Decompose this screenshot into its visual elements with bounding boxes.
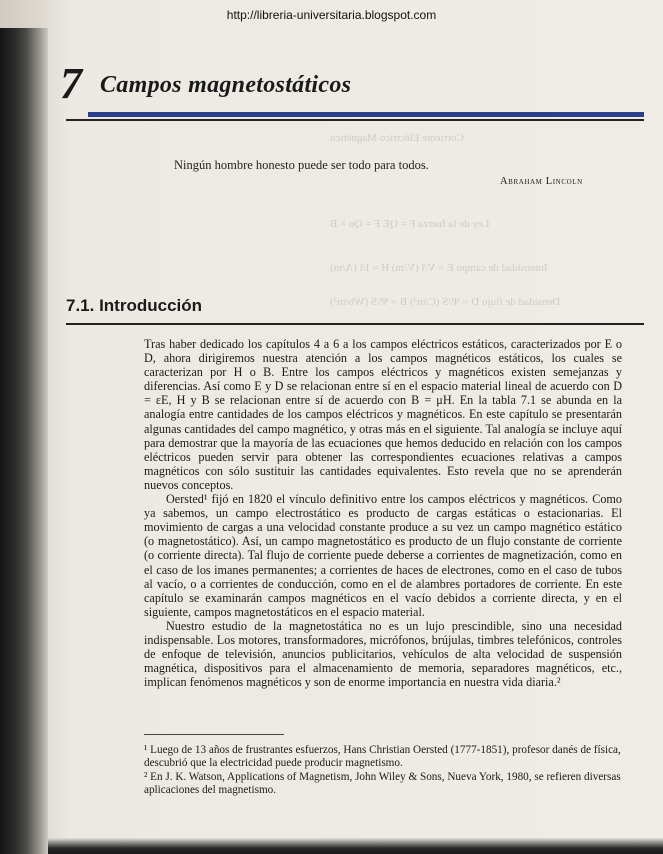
page-bottom-shadow — [48, 838, 663, 854]
source-url: http://libreria-universitaria.blogspot.com — [226, 8, 437, 22]
epigraph-author: Abraham Lincoln — [500, 176, 583, 187]
paragraph: Tras haber dedicado los capítulos 4 a 6 a los campos eléctricos estáticos, caracterizados por E o D, ahora dirigiremos nuestra atención a los campos magnéticos estáticos, los cuales se caracterizan por H o B. Entre los campos eléctricos y magnéticos existen semejanzas y diferencias. Así como E y D se relacionan entre sí en el espacio material lineal de acuerdo con D = εE, H y B se relacionan entre sí de acuerdo con B = μH. En la tabla 7.1 se abunda en la analogía entre cantidades de los campos eléctricos y magnéticos. En este capítulo se presentarán algunas cantidades del campo magnético, y otras más en el siguiente. Tal analogía se incluye aquí para demostrar que la mayoría de las ecuaciones que hemos deducido en relación con los campos eléctricos pueden servir para obtener las correspondientes ecuaciones relativas a campos magnéticos con sólo sustituir las cantidades equivalentes. Esto revela que no se aprenderán nuevos conceptos. — [144, 337, 622, 492]
chapter-rule — [66, 119, 644, 121]
paragraph: Nuestro estudio de la magnetostática no es un lujo prescindible, sino una necesidad indispensable. Los motores, transformadores, micrófonos, brújulas, timbres telefónicos, controles de enfoque de televisión, anuncios publicitarios, vehículos de alta velocidad de suspensión magnética, dispositivos para el almacenamiento de memoria, separadores magnéticos, etc., implican fenómenos magnéticos y son de enorme importancia en nuestra vida diaria.² — [144, 618, 622, 690]
section-rule — [66, 323, 644, 325]
body-text — [144, 337, 622, 689]
footnote-1: ¹ Luego de 13 años de frustrantes esfuerzos, Hans Christian Oersted (1777-1851), profesor danés de física, descubrió que la electricidad puede producir magnetismo. — [144, 744, 621, 770]
footnote-rule — [144, 734, 284, 735]
bleed-through: Ley de la fuerza F = QE F = Qu × B — [330, 218, 490, 230]
footnotes — [144, 744, 636, 798]
epigraph-quote: Ningún hombre honesto puede ser todo para todos. — [174, 158, 429, 172]
chapter-number: 7 — [60, 59, 82, 108]
paragraph: Oersted¹ fijó en 1820 el vínculo definitivo entre los campos eléctricos y magnéticos. Como ya sabemos, un campo electrostático es producto de cargas estáticas o estacionarias. El movimiento de cargas a una velocidad constante produce a su vez un campo magnético estático (o magnetostático). Así, un campo magnetostático es producto de un flujo constante de corriente (o corriente directa). Tal flujo de corriente puede deberse a corrientes de magnetización, como en el caso de los imanes permanentes; a corrientes de haces de electrones, como en el caso de tubos al vacío, o a corrientes de conducción, como en el de alambres portadores de corriente. En este capítulo se examinarán campos magnéticos en el vacío debidos a corriente directa, y en el siguiente, campos magnetostáticos en el espacio material. — [144, 492, 622, 619]
chapter-title: Campos magnetostáticos — [100, 72, 352, 98]
bleed-through: Densidad de flujo D = Ψ/S (C/m²) B = Ψ/S (Wb/m²) — [330, 296, 561, 308]
section-heading: 7.1. Introducción — [66, 296, 203, 315]
bleed-through: Intensidad de campo E = V/l (V/m) H = I/l (A/m) — [330, 262, 548, 274]
bleed-through: Corriente Eléctrico Magnético — [330, 132, 464, 144]
book-spine-shadow — [0, 28, 48, 854]
footnote-2: ² En J. K. Watson, Applications of Magnetism, John Wiley & Sons, Nueva York, 1980, se refieren diversas aplicaciones del magnetismo. — [144, 770, 621, 797]
chapter-rule-accent — [88, 112, 644, 117]
